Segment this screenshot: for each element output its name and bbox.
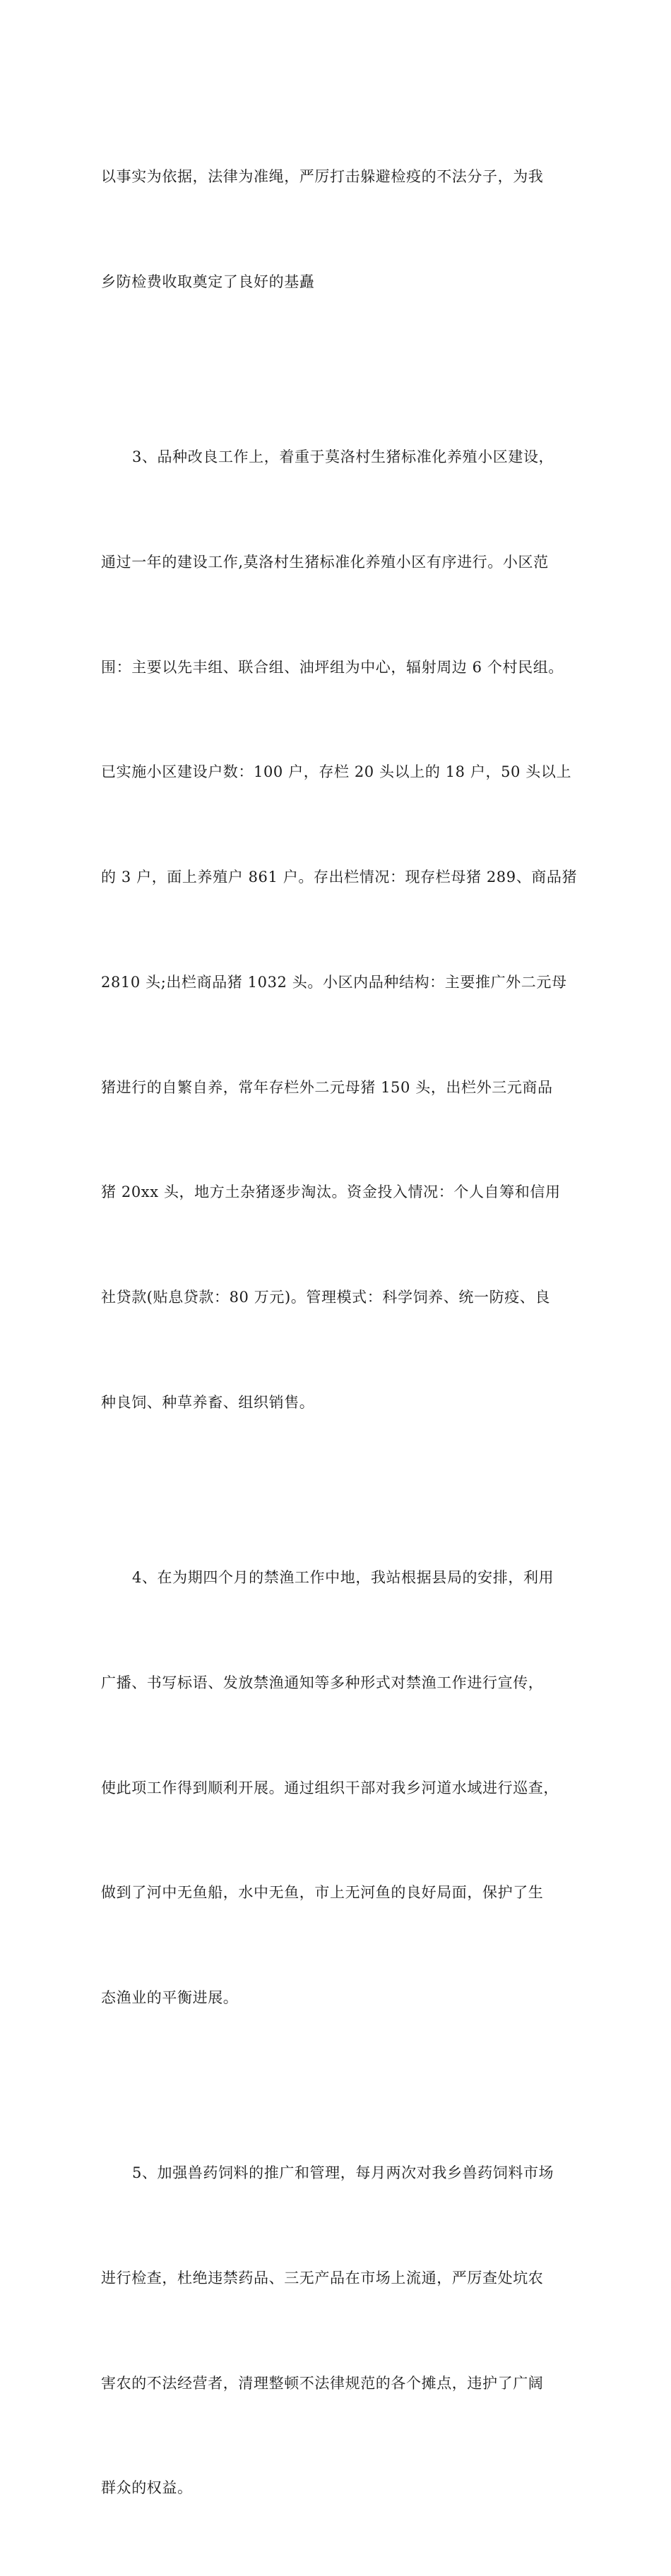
paragraph-line: 群众的权益。 — [101, 2479, 193, 2497]
paragraph-line: 猪进行的自繁自养，常年存栏外二元母猪 150 头，出栏外三元商品 — [101, 1078, 553, 1096]
paragraph-line: 5、加强兽药饲料的推广和管理，每月两次对我乡兽药饲料市场 — [132, 2164, 554, 2182]
paragraph-line: 的 3 户，面上养殖户 861 户。存出栏情况：现存栏母猪 289、商品猪 — [101, 869, 578, 886]
paragraph-line: 以事实为依据，法律为准绳，严厉打击躲避检疫的不法分子，为我 — [101, 168, 544, 186]
paragraph-3 — [101, 1491, 573, 2086]
paragraph-line: 猪 20xx 头，地方土杂猪逐步淘汰。资金投入情况：个人自筹和信用 — [101, 1183, 561, 1201]
paragraph-line: 种良饲、种草养畜、组织销售。 — [101, 1393, 315, 1411]
document-body — [101, 90, 578, 2576]
paragraph-line: 进行检查，杜绝违禁药品、三无产品在市场上流通，严厉查处坑农 — [101, 2269, 544, 2286]
paragraph-line: 社贷款(贴息贷款：80 万元)。管理模式：科学饲养、统一防疫、良 — [101, 1289, 550, 1306]
paragraph-line: 3、品种改良工作上，着重于莫洛村生猪标准化养殖小区建设， — [132, 448, 554, 465]
paragraph-line: 围：主要以先丰组、联合组、油坪组为中心，辐射周边 6 个村民组。 — [101, 658, 564, 676]
paragraph-line: 乡防检费收取奠定了良好的基矗 — [101, 273, 315, 290]
paragraph-line: 做到了河中无鱼船，水中无鱼，市上无河鱼的良好局面，保护了生 — [101, 1884, 544, 1902]
paragraph-1 — [101, 90, 573, 370]
paragraph-4 — [101, 2086, 573, 2576]
paragraph-line: 已实施小区建设户数：100 户，存栏 20 头以上的 18 户，50 头以上 — [101, 763, 572, 781]
paragraph-line: 通过一年的建设工作,莫洛村生猪标准化养殖小区有序进行。小区范 — [101, 553, 549, 571]
paragraph-2 — [101, 370, 578, 1491]
paragraph-line: 广播、书写标语、发放禁渔通知等多种形式对禁渔工作进行宣传， — [101, 1674, 544, 1691]
paragraph-line: 害农的不法经营者，清理整顿不法律规范的各个摊点，违护了广阔 — [101, 2374, 544, 2392]
paragraph-line: 4、在为期四个月的禁渔工作中地，我站根据县局的安排，利用 — [132, 1568, 554, 1586]
paragraph-line: 态渔业的平衡进展。 — [101, 1989, 239, 2007]
paragraph-line: 2810 头;出栏商品猪 1032 头。小区内品种结构：主要推广外二元母 — [101, 973, 567, 991]
paragraph-line: 使此项工作得到顺利开展。通过组织干部对我乡河道水域进行巡查， — [101, 1779, 559, 1796]
